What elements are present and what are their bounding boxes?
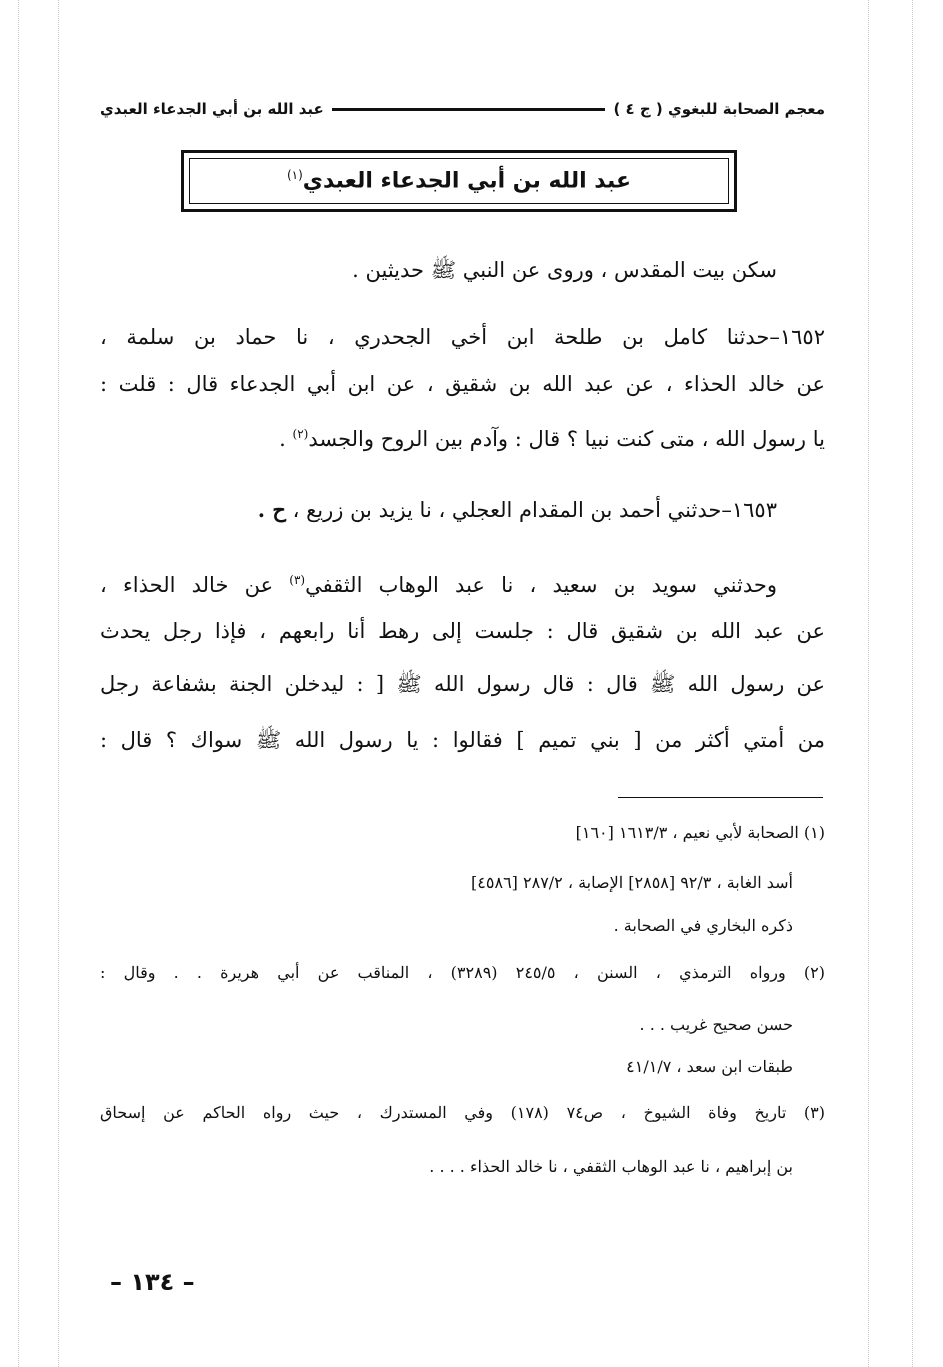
hadith-1653-line-1-text: ١٦٥٣–حدثني أحمد بن المقدام العجلي ، نا يزيد بن زريع ، xyxy=(285,498,777,522)
footnote-2-line-3: طبقات ابن سعد ، ٤١/١/٧ xyxy=(626,1057,793,1076)
hadith-1652-line-3 xyxy=(100,414,825,454)
footnote-1-line-2: أسد الغابة ، ٩٢/٣ [٢٨٥٨] الإصابة ، ٢٨٧/٢ [٤٥٨٦] xyxy=(471,873,793,892)
scan-guide-line xyxy=(58,0,59,1367)
hadith-1653-line-2-end: عن خالد الحذاء ، xyxy=(100,573,290,597)
hadith-1653-line-1 xyxy=(100,490,777,530)
footnote-2-line-1: (٢) ورواه الترمذي ، السنن ، ٢٤٥/٥ (٣٢٨٩) ، المناقب عن أبي هريرة . . وقال : xyxy=(100,963,825,982)
scan-guide-line xyxy=(18,0,19,1367)
page-number: – ١٣٤ – xyxy=(110,1268,195,1296)
footnote-1-line-1: (١) الصحابة لأبي نعيم ، ١٦١٣/٣ [١٦٠] xyxy=(575,823,825,842)
hadith-1653-line-2 xyxy=(100,560,777,600)
hadith-1653-tahwil: ح . xyxy=(257,497,286,522)
hadith-1653-line-5: من أمتي أكثر من [ بني تميم ] فقالوا : يا رسول الله ﷺ سواك ؟ قال : xyxy=(100,728,825,752)
footnote-marker: (٣) xyxy=(289,573,306,587)
header-book-title: معجم الصحابة للبغوي ( ج ٤ ) xyxy=(613,100,825,118)
footnote-3-line-1: (٣) تاريخ وفاة الشيوخ ، ص٧٤ (١٧٨) وفي المستدرك ، حيث رواه الحاكم عن إسحاق xyxy=(100,1103,825,1122)
hadith-1652-line-3-text: يا رسول الله ، متى كنت نبيا ؟ قال : وآدم بين الروح والجسد xyxy=(308,427,825,451)
header-section-title: عبد الله بن أبي الجدعاء العبدي xyxy=(100,100,324,118)
hadith-1653-line-3: عن عبد الله بن شقيق قال : جلست إلى رهط أنا رابعهم ، فإذا رجل يحدث xyxy=(100,619,825,643)
scan-guide-line xyxy=(912,0,913,1367)
entry-title-text: عبد الله بن أبي الجدعاء العبدي xyxy=(302,168,632,194)
hadith-1652-line-3-end: . xyxy=(279,427,293,451)
hadith-1652-line-2: عن خالد الحذاء ، عن عبد الله بن شقيق ، عن ابن أبي الجدعاء قال : قلت : xyxy=(100,372,825,396)
footnote-3-line-2: بن إبراهيم ، نا عبد الوهاب الثقفي ، نا خالد الحذاء . . . . xyxy=(429,1157,793,1176)
footnote-separator xyxy=(618,797,823,798)
footnote-1-line-3: ذكره البخاري في الصحابة . xyxy=(613,916,793,935)
footnote-2-line-2: حسن صحيح غريب . . . xyxy=(639,1015,793,1034)
intro-line: سكن بيت المقدس ، وروى عن النبي ﷺ حديثين . xyxy=(352,258,777,282)
hadith-1652-line-1: ١٦٥٢–حدثنا كامل بن طلحة ابن أخي الجحدري ، نا حماد بن سلمة ، xyxy=(100,325,825,349)
scan-guide-line xyxy=(868,0,869,1367)
hadith-1653-line-4: عن رسول الله ﷺ قال : قال رسول الله ﷺ [ : ليدخلن الجنة بشفاعة رجل xyxy=(100,672,825,696)
footnote-marker: (١) xyxy=(286,168,303,183)
footnote-marker: (٢) xyxy=(292,427,309,441)
hadith-1653-line-2-text: وحدثني سويد بن سعيد ، نا عبد الوهاب الثقفي xyxy=(305,573,777,597)
